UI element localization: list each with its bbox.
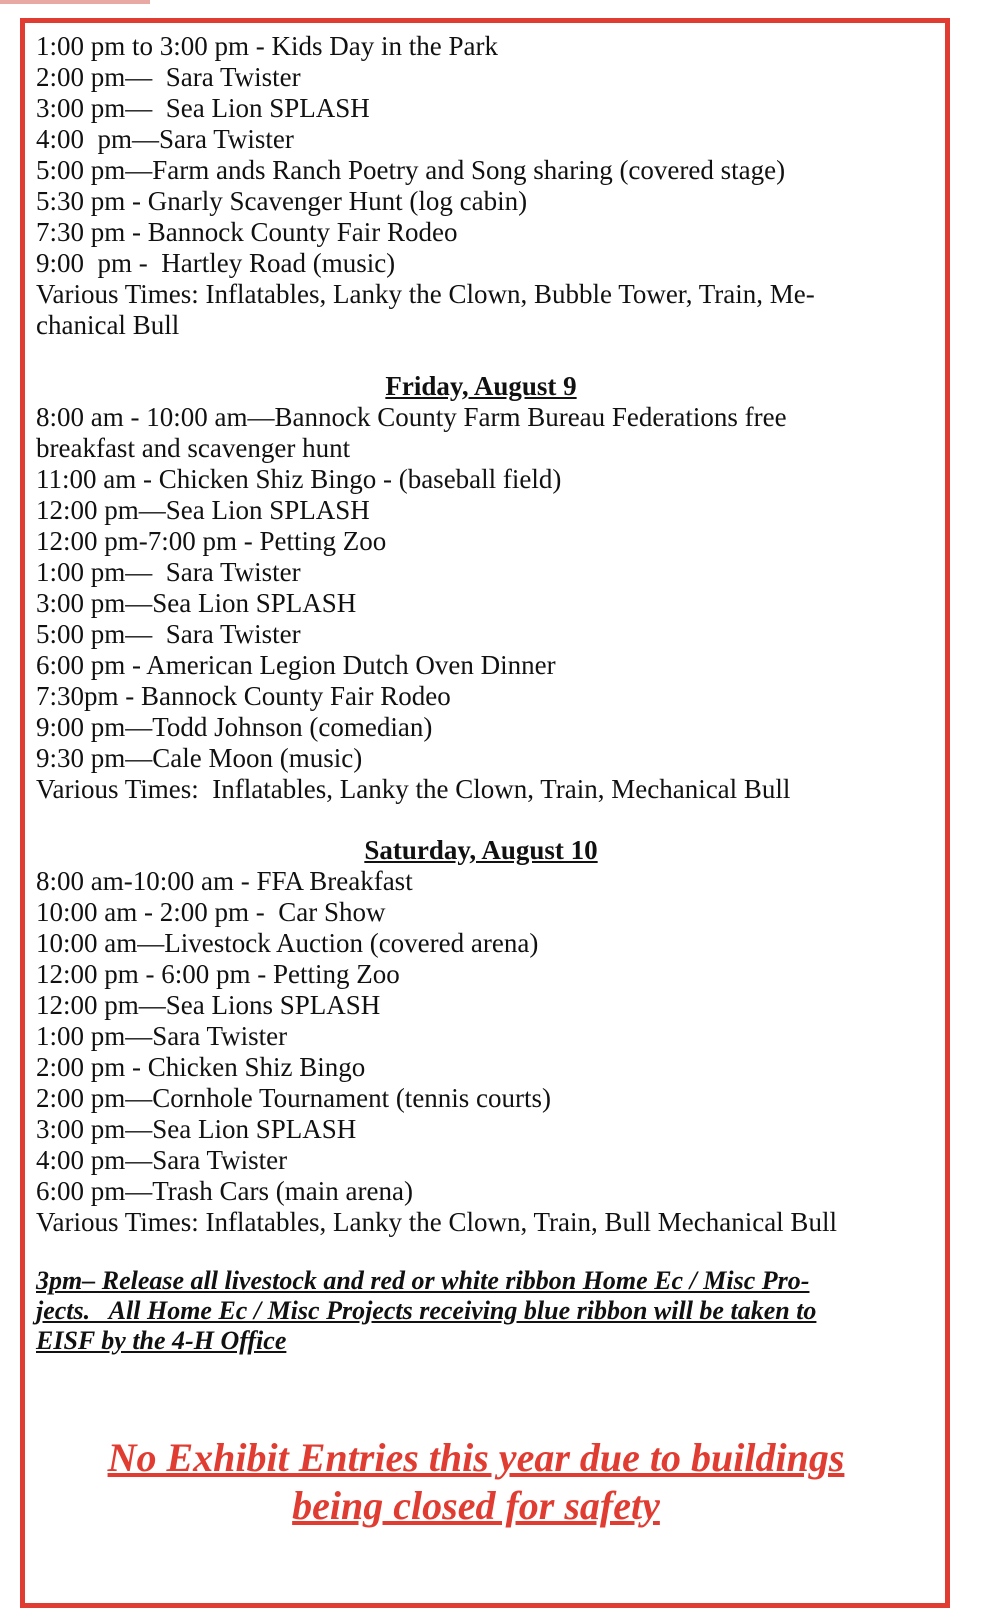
- schedule-line: 9:00 pm—Todd Johnson (comedian): [36, 712, 433, 742]
- closure-line: being closed for safety: [292, 1483, 660, 1528]
- schedule-line: 6:00 pm - American Legion Dutch Oven Dinner: [36, 650, 556, 680]
- schedule-line: 6:00 pm—Trash Cars (main arena): [36, 1176, 413, 1206]
- schedule-line: 2:00 pm—Cornhole Tournament (tennis courts): [36, 1083, 552, 1113]
- friday-section: [36, 371, 916, 805]
- exhibit-closure-notice: [36, 1434, 916, 1530]
- schedule-line: 1:00 pm— Sara Twister: [36, 557, 301, 587]
- top-edge-accent: [0, 0, 150, 4]
- schedule-line: 2:00 pm - Chicken Shiz Bingo: [36, 1052, 366, 1082]
- schedule-line: breakfast and scavenger hunt: [36, 433, 351, 463]
- schedule-line: 4:00 pm—Sara Twister: [36, 1145, 288, 1175]
- schedule-line: 8:00 am-10:00 am - FFA Breakfast: [36, 866, 413, 896]
- schedule-line: 12:00 pm - 6:00 pm - Petting Zoo: [36, 959, 400, 989]
- schedule-line: 1:00 pm—Sara Twister: [36, 1021, 288, 1051]
- schedule-line: 12:00 pm—Sea Lions SPLASH: [36, 990, 381, 1020]
- schedule-line: 5:00 pm—Farm ands Ranch Poetry and Song sharing (covered stage): [36, 155, 786, 185]
- schedule-line: Various Times: Inflatables, Lanky the Clown, Bubble Tower, Train, Me-: [36, 279, 815, 309]
- schedule-line: 9:00 pm - Hartley Road (music): [36, 248, 396, 278]
- schedule-line: Various Times: Inflatables, Lanky the Clown, Train, Bull Mechanical Bull: [36, 1207, 837, 1237]
- notice-line: jects. All Home Ec / Misc Projects receiving blue ribbon will be taken to: [36, 1296, 817, 1325]
- schedule-line: 10:00 am - 2:00 pm - Car Show: [36, 897, 386, 927]
- schedule-line: 4:00 pm—Sara Twister: [36, 124, 294, 154]
- notice-line: 3pm– Release all livestock and red or white ribbon Home Ec / Misc Pro-: [36, 1266, 810, 1295]
- livestock-release-notice: [36, 1266, 916, 1356]
- schedule-line: 1:00 pm to 3:00 pm - Kids Day in the Park: [36, 31, 498, 61]
- saturday-header: Saturday, August 10: [364, 835, 598, 865]
- schedule-line: 5:30 pm - Gnarly Scavenger Hunt (log cabin): [36, 186, 528, 216]
- schedule-line: 7:30pm - Bannock County Fair Rodeo: [36, 681, 451, 711]
- schedule-line: 10:00 am—Livestock Auction (covered arena): [36, 928, 539, 958]
- schedule-line: 9:30 pm—Cale Moon (music): [36, 743, 363, 773]
- schedule-line: 3:00 pm—Sea Lion SPLASH: [36, 588, 357, 618]
- fair-schedule: [36, 31, 916, 1530]
- schedule-line: 11:00 am - Chicken Shiz Bingo - (baseball field): [36, 464, 562, 494]
- schedule-line: 3:00 pm— Sea Lion SPLASH: [36, 93, 370, 123]
- schedule-line: 12:00 pm-7:00 pm - Petting Zoo: [36, 526, 387, 556]
- schedule-line: chanical Bull: [36, 310, 180, 340]
- schedule-line: 3:00 pm—Sea Lion SPLASH: [36, 1114, 357, 1144]
- notice-line: EISF by the 4-H Office: [36, 1326, 287, 1355]
- schedule-line: 8:00 am - 10:00 am—Bannock County Farm Bureau Federations free: [36, 402, 787, 432]
- schedule-line: 2:00 pm— Sara Twister: [36, 62, 301, 92]
- friday-header: Friday, August 9: [385, 371, 577, 401]
- thursday-continued-section: [36, 31, 916, 341]
- saturday-section: [36, 835, 916, 1238]
- schedule-line: 5:00 pm— Sara Twister: [36, 619, 301, 649]
- closure-line: No Exhibit Entries this year due to buildings: [107, 1435, 845, 1480]
- schedule-line: 12:00 pm—Sea Lion SPLASH: [36, 495, 370, 525]
- schedule-line: Various Times: Inflatables, Lanky the Clown, Train, Mechanical Bull: [36, 774, 791, 804]
- schedule-line: 7:30 pm - Bannock County Fair Rodeo: [36, 217, 458, 247]
